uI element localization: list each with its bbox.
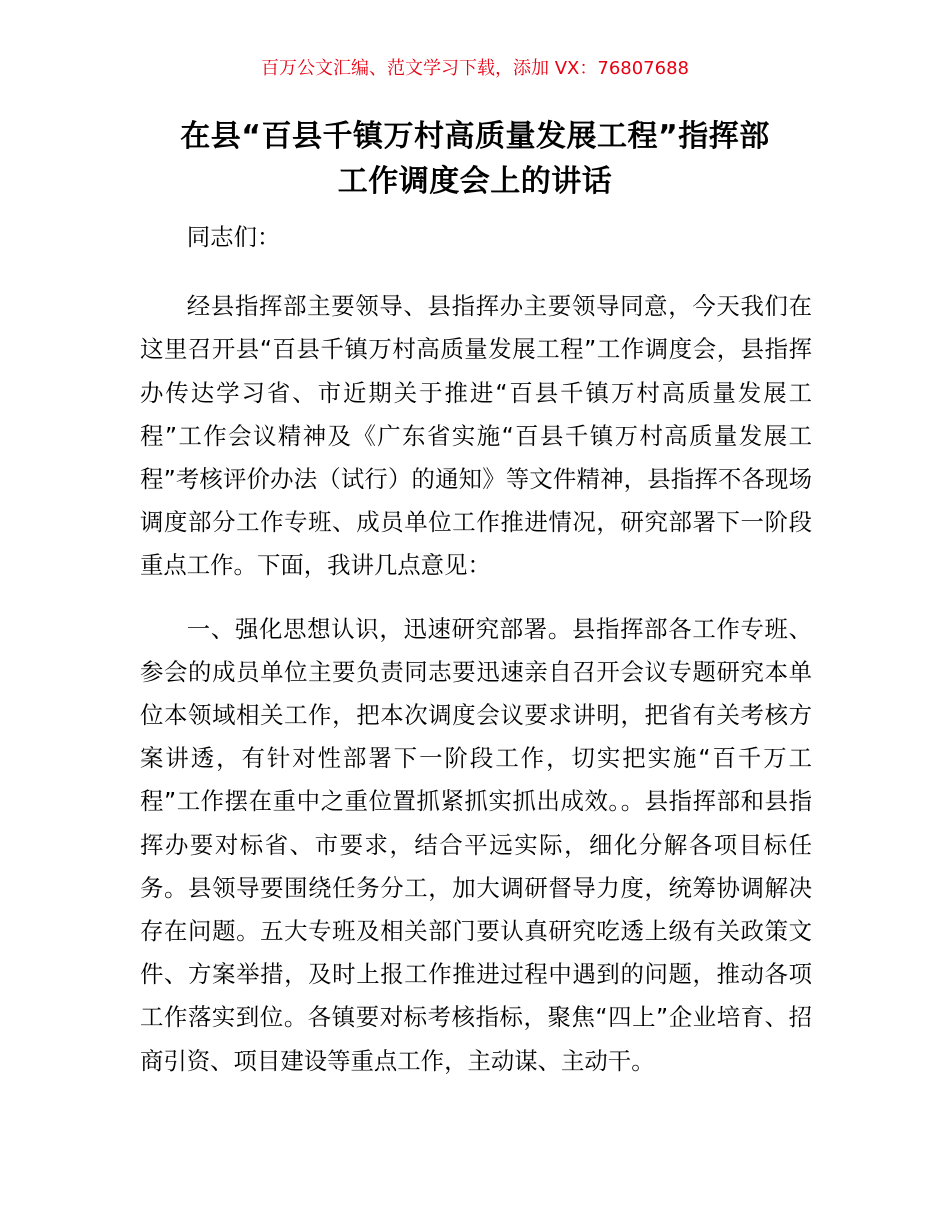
header-promo-note: 百万公文汇编、范文学习下载，添加 VX：76807688 — [261, 58, 689, 79]
paragraph-section-one: 一、强化思想认识，迅速研究部署。县指挥部各工作专班、参会的成员单位主要负责同志要迅速亲自召开会议专题研究本单位本领域相关工作，把本次调度会议要求讲明，把省有关考核方案讲透，有针对性部署下一阶段工作，切实把实施“百千万工程”工作摆在重中之重位置抓紧抓实抓出成效。。县指挥部和县指挥办要对标省、市要求，结合平远实际，细化分解各项目标任务。县领导要围绕任务分工，加大调研督导力度，统筹协调解决存在问题。五大专班及相关部门要认真研究吃透上级有关政策文件、方案举措，及时上报工作推进过程中遇到的问题，推动各项工作落实到位。各镇要对标考核指标，聚焦“四上”企业培育、招商引资、项目建设等重点工作，主动谋、主动干。 — [140, 614, 812, 1075]
salutation: 同志们： — [186, 223, 281, 251]
document-body — [140, 216, 812, 1103]
title-line-2: 工作调度会上的讲话 — [337, 164, 613, 199]
title-line-1: 在县“百县千镇万村高质量发展工程”指挥部 — [180, 119, 770, 154]
document-title — [60, 114, 890, 204]
paragraph-intro: 经县指挥部主要领导、县指挥办主要领导同意，今天我们在这里召开县“百县千镇万村高质量发展工程”工作调度会，县指挥办传达学习省、市近期关于推进“百县千镇万村高质量发展工程”工作会议精神及《广东省实施“百县千镇万村高质量发展工程”考核评价办法（试行）的通知》等文件精神，县指挥不各现场调度部分工作专班、成员单位工作推进情况，研究部署下一阶段重点工作。下面，我讲几点意见： — [140, 292, 812, 580]
